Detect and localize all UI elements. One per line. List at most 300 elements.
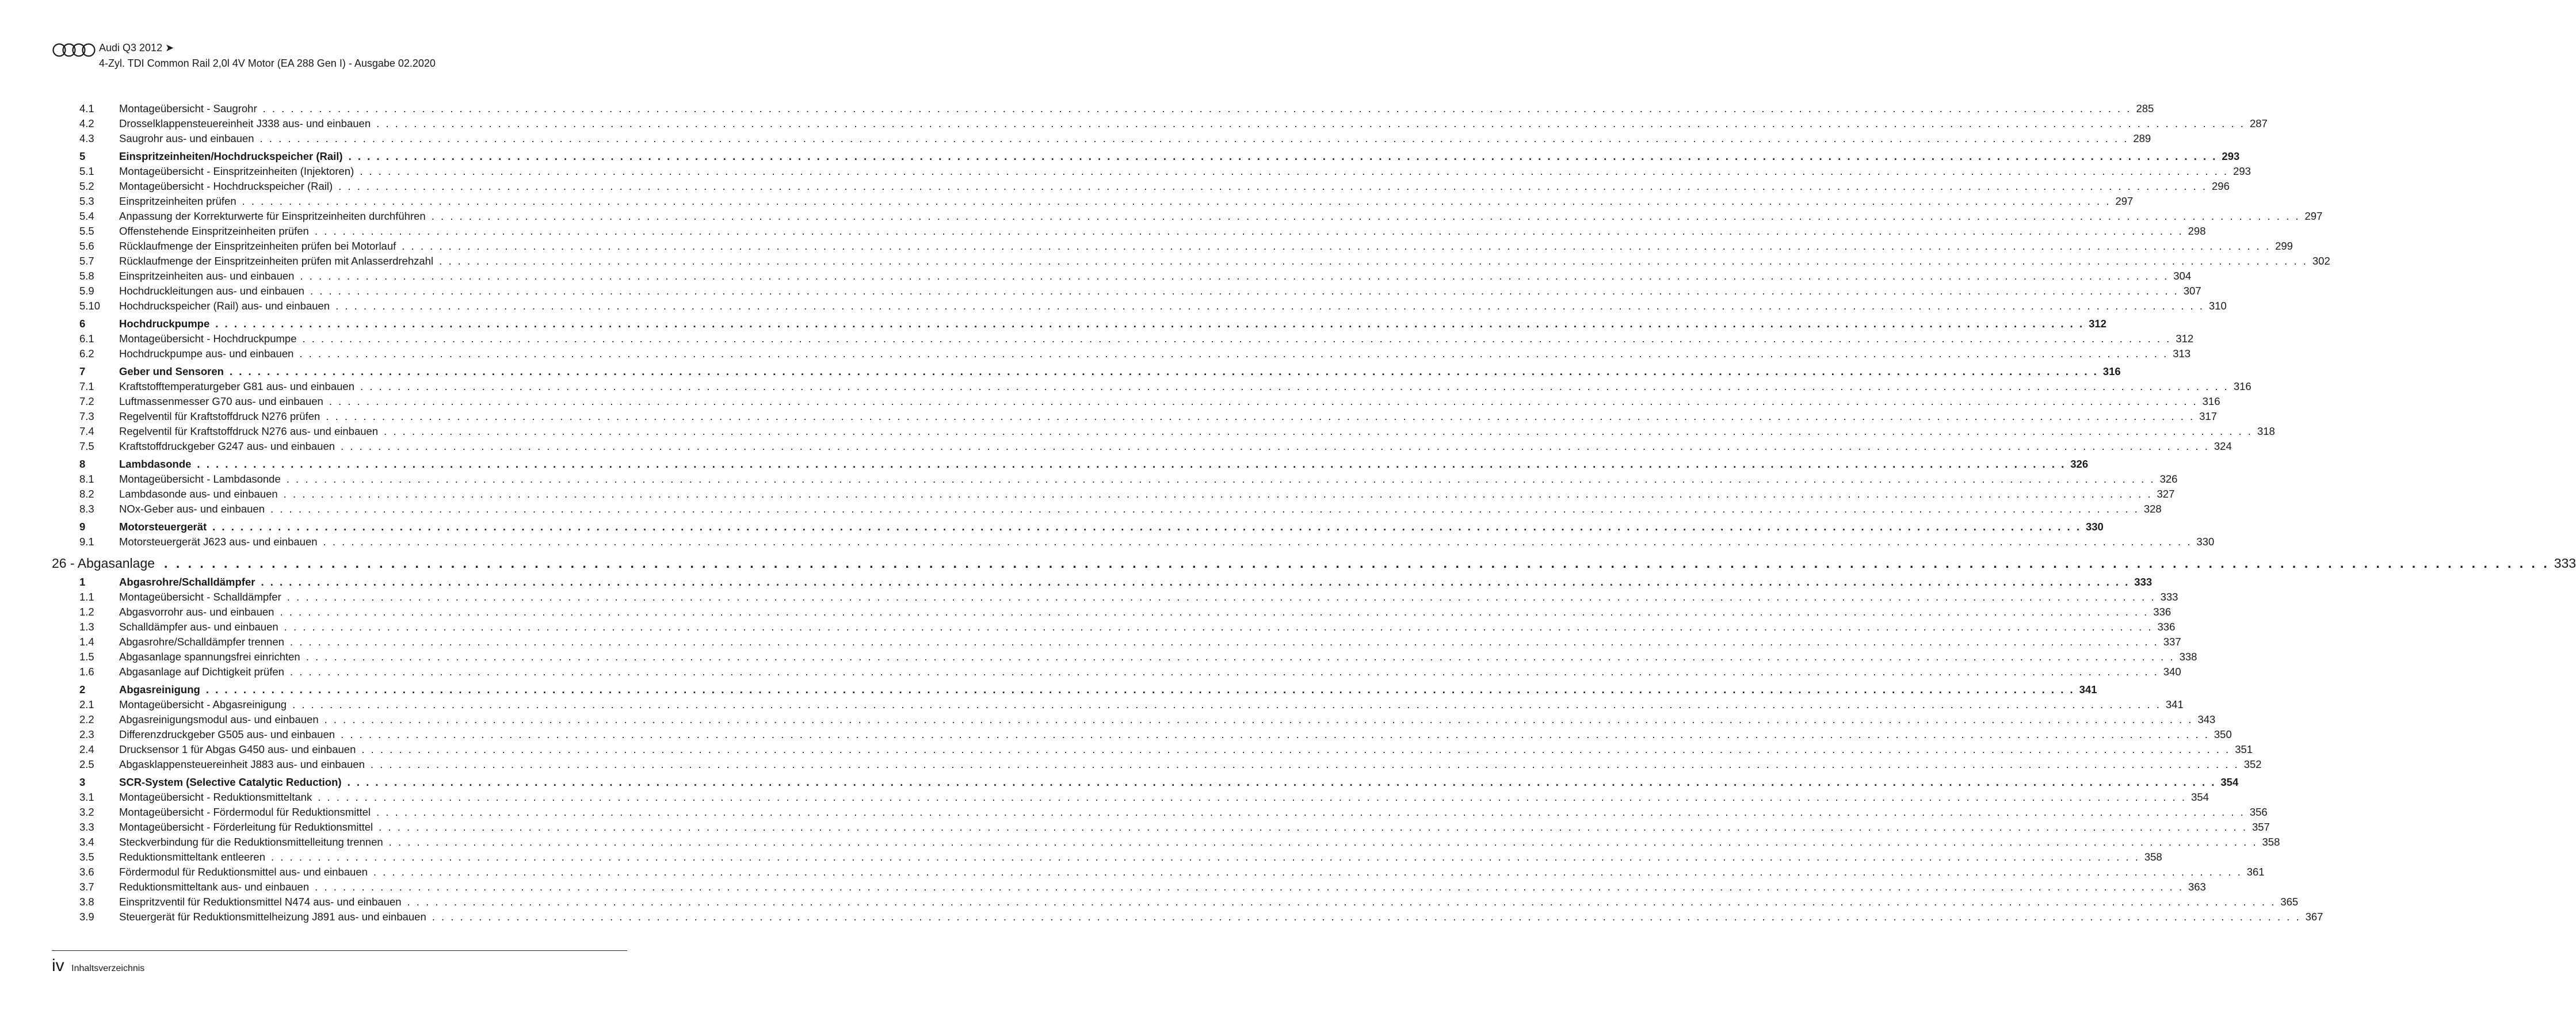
- toc-entry-title: Schalldämpfer aus- und einbauen: [119, 621, 278, 633]
- toc-entry-page: 343: [2197, 713, 2216, 725]
- toc-entry[interactable]: [52, 850, 2162, 865]
- toc-entry[interactable]: [52, 502, 2162, 517]
- toc-entry-line: [119, 379, 2251, 394]
- toc-entry-number: 7.3: [79, 410, 94, 422]
- toc-entry[interactable]: [52, 239, 2293, 254]
- toc-entry-title: Rücklaufmenge der Einspritzeinheiten prüfen mit Anlasserdrehzahl: [119, 255, 434, 267]
- toc-entry-number: 5.7: [79, 255, 94, 267]
- toc-dot-leader: . . . . . . . . . . . . . . . . . . . . . . . . . . . . . . . . . . . . . . . . . . . . . . . . . . . . . . . . . . . . . . . . . . . . . . . . . . . . . . . . . . . . . . . . . . . . . . . . . . . . . . . . . . . . . . . . . . . . . . . . . . . . . . . . . . . . . . . . . . . . . . . . . . . . . . . . . . . . . . . . . . . . . . . . . . . . . . . . . . . . . . . . . . . . . . . . . . . . . . . .: [324, 713, 2193, 725]
- toc-entry[interactable]: [52, 820, 2270, 835]
- toc-entry[interactable]: [52, 269, 2192, 284]
- toc-entry[interactable]: [52, 346, 2191, 361]
- toc-entry-page: 351: [2235, 743, 2253, 755]
- toc-entry-title: Montageübersicht - Fördermodul für Reduktionsmittel: [119, 806, 371, 818]
- toc-entry-title: Rücklaufmenge der Einspritzeinheiten prüfen bei Motorlauf: [119, 240, 396, 252]
- toc-entry-number: 2.2: [79, 713, 94, 725]
- toc-entry-number: 2.5: [79, 758, 94, 770]
- toc-entry[interactable]: [52, 224, 2206, 239]
- toc-entry-line: [119, 757, 2262, 772]
- toc-entry-number: 5.3: [79, 195, 94, 207]
- toc-entry-title: Drucksensor 1 für Abgas G450 aus- und einbauen: [119, 743, 356, 755]
- page-header: [52, 40, 547, 72]
- toc-entry[interactable]: [52, 909, 2323, 924]
- toc-dot-leader: . . . . . . . . . . . . . . . . . . . . . . . . . . . . . . . . . . . . . . . . . . . . . . . . . . . . . . . . . . . . . . . . . . . . . . . . . . . . . . . . . . . . . . . . . . . . . . . . . . . . . . . . . . . . . . . . . . . . . . . . . . . . . . . . . . . . . . . . . . . . . . . . . . . . . . . . . . . . . . . . . . . . . . . . . . . . . . . . . . . . . . . . . . . . . . . . . . . . . . . .: [326, 410, 2195, 422]
- toc-entry-line: [119, 697, 2184, 712]
- toc-entry[interactable]: [52, 179, 2230, 194]
- toc-entry-line: [119, 254, 2330, 269]
- toc-entry-page: 285: [2136, 102, 2154, 114]
- toc-entry-number: 4.1: [79, 102, 94, 114]
- toc-entry-page: 327: [2157, 488, 2175, 500]
- toc-entry-page: 352: [2243, 758, 2262, 770]
- toc-entry[interactable]: [52, 664, 2181, 679]
- toc-entry[interactable]: [52, 727, 2232, 742]
- toc-entry-number: 2.4: [79, 743, 94, 755]
- toc-dot-leader: . . . . . . . . . . . . . . . . . . . . . . . . . . . . . . . . . . . . . . . . . . . . . . . . . . . . . . . . . . . . . . . . . . . . . . . . . . . . . . . . . . . . . . . . . . . . . . . . . . . . . . . . . . . . . . . . . . . . . . . . . . . . . . . . . . . . . . . . . . . . . . . . . . . . . . . . . . . . . . . . . . . . . . . . . . . . . . . . . . . . . . . . . . . . . . . . . . . . . . . .: [270, 503, 2139, 515]
- toc-entry-number: 3.1: [79, 791, 94, 803]
- toc-dot-leader: . . . . . . . . . . . . . . . . . . . . . . . . . . . . . . . . . . . . . . . . . . . . . . . . . . . . . . . . . . . . . . . . . . . . . . . . . . . . . . . . . . . . . . . . . . . . . . . . . . . . . . . . . . . . . . . . . . . . . . . . . . . . . . . . . . . . . . . . . . . . . . . . . . . . . . . . . . . . . . . . . . . . . . . . . . . . . . . . . . . . . . . . . . . . . . . . . . . . . . . .: [407, 896, 2276, 908]
- toc-entry-number: 1: [79, 576, 86, 588]
- toc-entry-number: 1.2: [79, 606, 94, 618]
- toc-entry[interactable]: [52, 131, 2151, 146]
- toc-entry[interactable]: [52, 712, 2216, 727]
- audi-rings-logo: [52, 43, 98, 58]
- toc-entry-title: Abgasklappensteuereinheit J883 aus- und einbauen: [119, 758, 365, 770]
- toc-entry-title: Montageübersicht - Reduktionsmitteltank: [119, 791, 312, 803]
- toc-dot-leader: . . . . . . . . . . . . . . . . . . . . . . . . . . . . . . . . . . . . . . . . . . . . . . . . . . . . . . . . . . . . . . . . . . . . . . . . . . . . . . . . . . . . . . . . . . . . . . . . . . . . . . . . . . . . . . . . . . . . . . . . . . . . . . . . . . . . . . . . . . . . . . . . . . . . . . . . . . . . . . . . . . . . . . . . . . . . . . . . . . . . . . . . . . . . . . . . . . . . . . . .: [229, 365, 2098, 377]
- toc-entry-line: [119, 239, 2293, 254]
- toc-entry-page: 338: [2179, 651, 2197, 663]
- toc-entry-number: 5.9: [79, 285, 94, 297]
- toc-dot-leader: . . . . . . . . . . . . . . . . . . . . . . . . . . . . . . . . . . . . . . . . . . . . . . . . . . . . . . . . . . . . . . . . . . . . . . . . . . . . . . . . . . . . . . . . . . . . . . . . . . . . . . . . . . . . . . . . . . . . . . . . . . . . . . . . . . . . . . . . . . . . . . . . . . . . . . . . . . . . . . . . . . . . . . . . . . . . . . . . . . . . . . . . . . . . . . . . . . . . . . . .: [376, 806, 2245, 818]
- toc-entry[interactable]: [52, 487, 2175, 502]
- toc-entry-line: [119, 472, 2178, 487]
- toc-entry-number: 3.5: [79, 851, 94, 863]
- toc-entry[interactable]: [52, 379, 2251, 394]
- header-brand: Audi Q3 2012 ➤: [99, 42, 174, 53]
- toc-entry-page: 354: [2191, 791, 2209, 803]
- toc-entry-page: 336: [2153, 606, 2172, 618]
- toc-dot-leader: . . . . . . . . . . . . . . . . . . . . . . . . . . . . . . . . . . . . . . . . . . . . . . . . . . . . . . . . . . . . . . . . . . . . . . . . . . . . . . . . . . . . . . . . . . . . . . . . . . . . . . . . . . . . . . . . . . . . . . . . . . . . . . . . . . . . . . . . . . . . . . . . . . . . . . . . . . . . . . . . . . . . . . . . . . . . . . . . . . . . . . . . . . . . . . . . . . . . . . . .: [292, 698, 2161, 710]
- toc-entry-number: 7.4: [79, 425, 94, 437]
- toc-entry-page: 336: [2157, 621, 2176, 633]
- toc-dot-leader: . . . . . . . . . . . . . . . . . . . . . . . . . . . . . . . . . . . . . . . . . . . . . . . . . . . . . . . . . . . . . . . . . . . . . . . . . . . . . . . . . . . . . . . . . . . . . . . . . . . . . . . . . . . . . . . . . . . . . . . . . . . . . . . . . . . . . . . . . . . . . . . . . . . . . . . . . . . . . . . . . . . . . . . . . . . . . . . . . . . . . . . . . . . . . . . . . . . . . . . .: [431, 210, 2300, 222]
- toc-entry-number: 3.3: [79, 821, 94, 833]
- toc-entry-number: 7.2: [79, 395, 94, 407]
- toc-entry-title: Einspritzeinheiten/Hochdruckspeicher (Rail): [119, 150, 343, 162]
- toc-entry-line: [119, 131, 2151, 146]
- toc-entry-page: 326: [2070, 458, 2089, 470]
- toc-entry-page: 287: [2249, 117, 2268, 129]
- toc-entry-number: 5.4: [79, 210, 94, 222]
- toc-entry-title: Abgasanlage auf Dichtigkeit prüfen: [119, 666, 284, 678]
- toc-entry-line: [119, 865, 2265, 880]
- toc-dot-leader: . . . . . . . . . . . . . . . . . . . . . . . . . . . . . . . . . . . . . . . . . . . . . . . . . . . . . . . . . . . . . . . . . . . . . . . . . . . . . . . . . . . . . . . . . . . . . . . . . . . . . . . . . . . . . . . . . . . . . . . . . . . . . . . . . . . . . . . . . . . . . . . . . . . . . . . . . . . . . . . . . . . . . . . . . . . . . . . . . . . . . . . . . . . . . . . . . . . . . . . .: [347, 776, 2216, 788]
- toc-entry-number: 1.5: [79, 651, 94, 663]
- toc-entry[interactable]: [52, 116, 2268, 131]
- toc-dot-leader: . . . . . . . . . . . . . . . . . . . . . . . . . . . . . . . . . . . . . . . . . . . . . . . . . . . . . . . . . . . . . . . . . . . . . . . . . . . . . . . . . . . . . . . . . . . . . . . . . . . . . . . . . . . . . . . . . . . . . . . . . . . . . . . . . . . . . . . . . . . . . . . . . . . . . . . . . . . . . . . . . . . . . . . . . . . . . . . . . . . . . . . . . . . . . . . . . . . . . . . .: [348, 150, 2218, 162]
- toc-entry-line: [119, 605, 2172, 620]
- toc-dot-leader: . . . . . . . . . . . . . . . . . . . . . . . . . . . . . . . . . . . . . . . . . . . . . . . . . . . . . . . . . . . . . . . . . . . . . . . . . . . . . . . . . . . . . . . . . . . . . . . . . . . . . . . . . . . . . . . . . . . . . . . . . . . . . . . . . . . . . . . . . . . . . . . . . . . . . . . . . . . . . . . . . . . . . . . . . . . . . . . . . . . . . . . . . . . . . . . . . . . . . . . .: [318, 791, 2187, 803]
- toc-entry[interactable]: [52, 101, 2154, 116]
- toc-dot-leader: . . . . . . . . . . . . . . . . . . . . . . . . . . . . . . . . . . . . . . . . . . . . . . . . . . . . . . . . . . . . . . . . . . . . . . . . . . . . . . . . . . . . . . . . . . . . . . . . . . . . . . . . . . . . . . . . . . . . . . . . . . . . . . . . . . . . . . . . . . . . . . . . . . . . . . . . . . . . . . . . . . . . . . . . . . . . . . . . . . . . . . . . . . . . . . . . . . . . . . . .: [212, 521, 2081, 533]
- toc-entry[interactable]: [52, 649, 2197, 664]
- toc-entry-page: 357: [2251, 821, 2270, 833]
- toc-entry-number: 3.8: [79, 896, 94, 908]
- toc-entry-number: 1.1: [79, 591, 94, 603]
- toc-entry-line: [119, 164, 2251, 179]
- toc-entry-page: 293: [2233, 165, 2251, 177]
- toc-entry-number: 2.1: [79, 698, 94, 710]
- toc-dot-leader: . . . . . . . . . . . . . . . . . . . . . . . . . . . . . . . . . . . . . . . . . . . . . . . . . . . . . . . . . . . . . . . . . . . . . . . . . . . . . . . . . . . . . . . . . . . . . . . . . . . . . . . . . . . . . . . . . . . . . . . . . . . . . . . . . . . . . . . . . . . . . . . . . . . . . . . . . . . . . . . . . . . . . . . . . . . . . . . . . . . . . . . . . . . . . . . . . . . . . . . .: [360, 380, 2229, 392]
- toc-section[interactable]: [52, 682, 2097, 697]
- toc-entry-number: 8.3: [79, 503, 94, 515]
- toc-entry-title: Montageübersicht - Hochdruckspeicher (Rail): [119, 180, 333, 192]
- header-subtitle: 4-Zyl. TDI Common Rail 2,0l 4V Motor (EA 288 Gen I) - Ausgabe 02.2020: [99, 58, 436, 69]
- toc-chapter[interactable]: [52, 555, 2576, 572]
- toc-dot-leader: . . . . . . . . . . . . . . . . . . . . . . . . . . . . . . . . . . . . . . . . . . . . . . . . . . . . . . . . . . . . . . . . . . . . . . . . . . . . . . . . . . . . . . . . . . . . . . . . . . . . . . . . . . . . . . . . . . . . . . . . . . . . . . . . . . . . . . . . . . . . . . . . . . . . . . . . . . . . . . . . . . . . . . . . . . . . . . . . . . . . . . . . . . . . . . . . . . . . . . . .: [370, 758, 2239, 770]
- toc-entry-number: 1.3: [79, 621, 94, 633]
- toc-dot-leader: . . . . . . . . . . . . . . . . . . . . . . . . . . . . . . . . . . . . . . . . . . . . . . . . . . . . . . . . . . . . . . . . . . . . . . . . . . . . . . . . . . . . . . . . . . . . . . . . . . . . . . . . . . . . . . . . . . . . . . . . . . . . . . . . . . . . . . . . . . . . . . . . . . . . . . . . . . . . . . . . . . . . . . . . . . . . . . . . . . . . . . . . . . . . . . . . . . . . . . . .: [205, 683, 2075, 695]
- toc-entry-page: 318: [2257, 425, 2275, 437]
- toc-entry-line: [119, 487, 2175, 502]
- toc-entry-page: 333: [2554, 556, 2576, 571]
- toc-entry-page: 302: [2312, 255, 2330, 267]
- toc-dot-leader: . . . . . . . . . . . . . . . . . . . . . . . . . . . . . . . . . . . . . . . . . . . . . . . . . . . . . . . . . . . . . . . . . . . . . . . . . . . . . . . . . . . . . . . . . . . . . . . . . . . . . . . . . . . . . . . . . . . . . . . . . . . . . . . . . . . . . . . . . . . . . . . . . . . . . . . . . . . . . . . . . . . . . . . . . . . . . . . . . . . . . . . . . . . . . . . . . . . . . . . .: [323, 536, 2192, 548]
- toc-entry-number: 5.6: [79, 240, 94, 252]
- toc-entry-page: 293: [2222, 150, 2240, 162]
- footer-page-number: iv: [52, 956, 64, 975]
- toc-entry[interactable]: [52, 805, 2268, 820]
- toc-entry-line: [119, 409, 2217, 424]
- toc-entry-line: [119, 394, 2220, 409]
- toc-entry-number: 8.2: [79, 488, 94, 500]
- toc-entry-page: 340: [2163, 666, 2181, 678]
- toc-entry-number: 5: [79, 150, 86, 162]
- toc-dot-leader: . . . . . . . . . . . . . . . . . . . . . . . . . . . . . . . . . . . . . . . . . . . . . . . . . . . . . . . . . . . . . . . . . . . . . . . . . . . . . . . . . . . . . . . . . . . . . . . . . . . . . . . . . . . . . . . . . . . . . . . . . . . . . . . . . . . . . . . . . . . . . . . . . . . . . . . . . . . . . . . . . . . . . . . . . . . . . . . . . . . . . . . . . . . . . . . . . . . . . . . .: [432, 911, 2301, 923]
- toc-entry-line: [119, 331, 2194, 346]
- toc-dot-leader: . . . . . . . . . . . . . . . . . . . . . . . . . . . . . . . . . . . . . . . . . . . . . . . . . . . . . . . . . . . . . . . . . . . . . . . . . . . . . . . . . . . . . . . . . . . . . . . . . . . . . . . . . . . . . . . . . . . . . . . . . . . . . . . . . . . . . . . . . . . . . . . . . . . . . . . . . . . . . . . . . . . . . . . . . . . . . . . . . . . . . . . . . . . . . . . . . . . . . . . .: [341, 728, 2209, 740]
- toc-entry-page: 367: [2305, 911, 2323, 923]
- toc-entry-title: Abgasrohre/Schalldämpfer: [119, 576, 255, 588]
- toc-entry[interactable]: [52, 394, 2220, 409]
- toc-entry-line: [119, 805, 2268, 820]
- toc-entry-line: [119, 519, 2104, 534]
- toc-entry-title: Montageübersicht - Lambdasonde: [119, 473, 281, 485]
- toc-entry-number: 7: [79, 365, 86, 377]
- toc-entry-page: 304: [2173, 270, 2192, 282]
- toc-dot-leader: . . . . . . . . . . . . . . . . . . . . . . . . . . . . . . . . . . . . . . . . . . . . . . . . . . . . . . . . . . . . . . . . . . . . . . . . . . . . . . . . . . . . . . . . . . . . . . . . . . . . . . . . . . . . . . . . . . . . . . . . . . . . . . . . . . . . . . . . . . . . . . . . . . . . . . . . . . . . . . . . . . . . . . . . . . . . . . . . . . . . . . . . . . . . . . . . . . . . . . . .: [299, 347, 2169, 360]
- toc-entry-page: 316: [2102, 365, 2121, 377]
- toc-section[interactable]: [52, 364, 2121, 379]
- toc-entry-title: Einspritzeinheiten prüfen: [119, 195, 236, 207]
- toc-section[interactable]: [52, 775, 2239, 790]
- toc-section[interactable]: [52, 457, 2089, 472]
- toc-dot-leader: . . . . . . . . . . . . . . . . . . . . . . . . . . . . . . . . . . . . . . . . . . . . . . . . . . . . . . . . . . . . . . . . . . . . . . . . . . . . . . . . . . . . . . . . . . . . . . . . . . . . . . . . . . . . . . . . . . . . . . . . . . . . . . . . . . . . . . . . . . . . . . . . . . . . . . . . . . . . . . . . . . . . . . . . . . . . . . . . . . . . . . . . . . . . . . . . . . . . . . . .: [338, 180, 2208, 192]
- toc-entry-line: [119, 116, 2268, 131]
- toc-entry-title: Montageübersicht - Hochdruckpumpe: [119, 332, 297, 345]
- toc-entry-title: Differenzdruckgeber G505 aus- und einbauen: [119, 728, 335, 740]
- toc-entry-title: Anpassung der Korrekturwerte für Einspritzeinheiten durchführen: [119, 210, 426, 222]
- toc-dot-leader: . . . . . . . . . . . . . . . . . . . . . . . . . . . . . . . . . . . . . . . . . . . . . . . . . . . . . . . . . . . . . . . . . . . . . . . . . . . . . . . . . . . . . . . . . . . . . . . . . . . . . . . . . . . . . . . . . . . . . . . . . . . . . . . . . . . . . . . . . . . . . . . . . . . . . . . . . . . . . . . . . . . . . . . . . . . . . . . . . . . . . . . . . . . . . . . . . . . . . . . .: [315, 881, 2184, 893]
- toc-entry-line: [119, 299, 2227, 314]
- toc-entry[interactable]: [52, 209, 2323, 224]
- toc-entry-number: 4.3: [79, 132, 94, 144]
- toc-entry-page: 299: [2275, 240, 2293, 252]
- toc-entry-title: Motorsteuergerät: [119, 521, 207, 533]
- toc-dot-leader: . . . . . . . . . . . . . . . . . . . . . . . . . . . . . . . . . . . . . . . . . . . . . . . . . . . . . . . . . . . . . . . . . . . . . . . . . . . . . . . . . . . . . . . . . . . . . . . . . . . . . . . . . . . . . . . . . . . . . . . . . . . . . . . . . . . . . . . . . . . . . . . . . . . . . . . . . . . . . . . . . . . . . . . . . . . . . . . . . . . . . . . . . . . . . . . . . . . . . . . .: [164, 556, 2550, 571]
- toc-entry-title: NOx-Geber aus- und einbauen: [119, 503, 265, 515]
- toc-entry-title: Abgasreinigungsmodul aus- und einbauen: [119, 713, 319, 725]
- toc-entry-number: 8: [79, 458, 86, 470]
- toc-entry-page: 324: [2214, 440, 2232, 452]
- toc-entry-page: 361: [2246, 866, 2265, 878]
- toc-entry[interactable]: [52, 472, 2178, 487]
- toc-entry-title: Luftmassenmesser G70 aus- und einbauen: [119, 395, 323, 407]
- toc-dot-leader: . . . . . . . . . . . . . . . . . . . . . . . . . . . . . . . . . . . . . . . . . . . . . . . . . . . . . . . . . . . . . . . . . . . . . . . . . . . . . . . . . . . . . . . . . . . . . . . . . . . . . . . . . . . . . . . . . . . . . . . . . . . . . . . . . . . . . . . . . . . . . . . . . . . . . . . . . . . . . . . . . . . . . . . . . . . . . . . . . . . . . . . . . . . . . . . . . . . . . . . .: [388, 836, 2258, 848]
- toc-dot-leader: . . . . . . . . . . . . . . . . . . . . . . . . . . . . . . . . . . . . . . . . . . . . . . . . . . . . . . . . . . . . . . . . . . . . . . . . . . . . . . . . . . . . . . . . . . . . . . . . . . . . . . . . . . . . . . . . . . . . . . . . . . . . . . . . . . . . . . . . . . . . . . . . . . . . . . . . . . . . . . . . . . . . . . . . . . . . . . . . . . . . . . . . . . . . . . . . . . . . . . . .: [262, 102, 2132, 114]
- toc-entry-number: 3.6: [79, 866, 94, 878]
- toc-entry-line: [119, 895, 2299, 909]
- toc-dot-leader: . . . . . . . . . . . . . . . . . . . . . . . . . . . . . . . . . . . . . . . . . . . . . . . . . . . . . . . . . . . . . . . . . . . . . . . . . . . . . . . . . . . . . . . . . . . . . . . . . . . . . . . . . . . . . . . . . . . . . . . . . . . . . . . . . . . . . . . . . . . . . . . . . . . . . . . . . . . . . . . . . . . . . . . . . . . . . . . . . . . . . . . . . . . . . . . . . . . . . . . .: [373, 866, 2242, 878]
- toc-entry-page: 298: [2188, 225, 2206, 237]
- toc-entry-page: 358: [2144, 851, 2162, 863]
- toc-entry[interactable]: [52, 331, 2194, 346]
- toc-entry-title: Lambdasonde aus- und einbauen: [119, 488, 278, 500]
- toc-entry-number: 3.9: [79, 911, 94, 923]
- toc-entry-line: [119, 534, 2215, 549]
- toc-dot-leader: . . . . . . . . . . . . . . . . . . . . . . . . . . . . . . . . . . . . . . . . . . . . . . . . . . . . . . . . . . . . . . . . . . . . . . . . . . . . . . . . . . . . . . . . . . . . . . . . . . . . . . . . . . . . . . . . . . . . . . . . . . . . . . . . . . . . . . . . . . . . . . . . . . . . . . . . . . . . . . . . . . . . . . . . . . . . . . . . . . . . . . . . . . . . . . . . . . . . . . . .: [439, 255, 2308, 267]
- toc-entry-line: [119, 424, 2275, 439]
- toc-entry-title: SCR-System (Selective Catalytic Reduction): [119, 776, 342, 788]
- toc-entry-title: Einspritzventil für Reduktionsmittel N474 aus- und einbauen: [119, 896, 402, 908]
- toc-dot-leader: . . . . . . . . . . . . . . . . . . . . . . . . . . . . . . . . . . . . . . . . . . . . . . . . . . . . . . . . . . . . . . . . . . . . . . . . . . . . . . . . . . . . . . . . . . . . . . . . . . . . . . . . . . . . . . . . . . . . . . . . . . . . . . . . . . . . . . . . . . . . . . . . . . . . . . . . . . . . . . . . . . . . . . . . . . . . . . . . . . . . . . . . . . . . . . . . . . . . . . . .: [289, 636, 2159, 648]
- toc-entry-page: 328: [2143, 503, 2162, 515]
- toc-entry-number: 3.4: [79, 836, 94, 848]
- toc-entry-title: Kraftstoffdruckgeber G247 aus- und einbauen: [119, 440, 335, 452]
- toc-entry[interactable]: [52, 299, 2227, 314]
- toc-entry-line: [119, 635, 2181, 649]
- toc-entry-title: Kraftstofftemperaturgeber G81 aus- und einbauen: [119, 380, 354, 392]
- toc-entry-line: [119, 712, 2216, 727]
- toc-entry-page: 330: [2196, 536, 2215, 548]
- toc-entry-title: Hochdruckspeicher (Rail) aus- und einbauen: [119, 300, 330, 312]
- toc-entry-number: 4.2: [79, 117, 94, 129]
- toc-entry-title: Abgasanlage spannungsfrei einrichten: [119, 651, 300, 663]
- toc-entry-title: Lambdasonde: [119, 458, 192, 470]
- toc-entry-title: Drosselklappensteuereinheit J338 aus- und einbauen: [119, 117, 371, 129]
- toc-entry-title: 26 - Abgasanlage: [52, 556, 155, 571]
- toc-entry[interactable]: [52, 194, 2134, 209]
- toc-dot-leader: . . . . . . . . . . . . . . . . . . . . . . . . . . . . . . . . . . . . . . . . . . . . . . . . . . . . . . . . . . . . . . . . . . . . . . . . . . . . . . . . . . . . . . . . . . . . . . . . . . . . . . . . . . . . . . . . . . . . . . . . . . . . . . . . . . . . . . . . . . . . . . . . . . . . . . . . . . . . . . . . . . . . . . . . . . . . . . . . . . . . . . . . . . . . . . . . . . . . . . . .: [242, 195, 2111, 207]
- toc-entry-line: [119, 909, 2323, 924]
- toc-dot-leader: . . . . . . . . . . . . . . . . . . . . . . . . . . . . . . . . . . . . . . . . . . . . . . . . . . . . . . . . . . . . . . . . . . . . . . . . . . . . . . . . . . . . . . . . . . . . . . . . . . . . . . . . . . . . . . . . . . . . . . . . . . . . . . . . . . . . . . . . . . . . . . . . . . . . . . . . . . . . . . . . . . . . . . . . . . . . . . . . . . . . . . . . . . . . . . . . . . . . . . . .: [302, 332, 2172, 345]
- toc-dot-leader: . . . . . . . . . . . . . . . . . . . . . . . . . . . . . . . . . . . . . . . . . . . . . . . . . . . . . . . . . . . . . . . . . . . . . . . . . . . . . . . . . . . . . . . . . . . . . . . . . . . . . . . . . . . . . . . . . . . . . . . . . . . . . . . . . . . . . . . . . . . . . . . . . . . . . . . . . . . . . . . . . . . . . . . . . . . . . . . . . . . . . . . . . . . . . . . . . . . . . . . .: [215, 318, 2085, 330]
- toc-entry-number: 5.8: [79, 270, 94, 282]
- toc-entry[interactable]: [52, 409, 2217, 424]
- toc-entry[interactable]: [52, 534, 2215, 549]
- toc-dot-leader: . . . . . . . . . . . . . . . . . . . . . . . . . . . . . . . . . . . . . . . . . . . . . . . . . . . . . . . . . . . . . . . . . . . . . . . . . . . . . . . . . . . . . . . . . . . . . . . . . . . . . . . . . . . . . . . . . . . . . . . . . . . . . . . . . . . . . . . . . . . . . . . . . . . . . . . . . . . . . . . . . . . . . . . . . . . . . . . . . . . . . . . . . . . . . . . . . . . . . . . .: [379, 821, 2247, 833]
- toc-entry-title: Abgasreinigung: [119, 683, 200, 695]
- footer-label: Inhaltsverzeichnis: [71, 964, 145, 973]
- toc-entry-line: [119, 316, 2106, 331]
- toc-entry-page: 296: [2212, 180, 2230, 192]
- toc-entry-number: 5.10: [79, 300, 101, 312]
- toc-entry[interactable]: [52, 757, 2262, 772]
- toc-entry-page: 363: [2188, 881, 2206, 893]
- toc-entry-line: [119, 439, 2232, 454]
- toc-dot-leader: . . . . . . . . . . . . . . . . . . . . . . . . . . . . . . . . . . . . . . . . . . . . . . . . . . . . . . . . . . . . . . . . . . . . . . . . . . . . . . . . . . . . . . . . . . . . . . . . . . . . . . . . . . . . . . . . . . . . . . . . . . . . . . . . . . . . . . . . . . . . . . . . . . . . . . . . . . . . . . . . . . . . . . . . . . . . . . . . . . . . . . . . . . . . . . . . . . . . . . . .: [283, 488, 2153, 500]
- toc-entry-title: Einspritzeinheiten aus- und einbauen: [119, 270, 295, 282]
- toc-entry-line: [119, 880, 2206, 895]
- toc-entry-title: Hochdruckpumpe aus- und einbauen: [119, 347, 294, 360]
- toc-dot-leader: . . . . . . . . . . . . . . . . . . . . . . . . . . . . . . . . . . . . . . . . . . . . . . . . . . . . . . . . . . . . . . . . . . . . . . . . . . . . . . . . . . . . . . . . . . . . . . . . . . . . . . . . . . . . . . . . . . . . . . . . . . . . . . . . . . . . . . . . . . . . . . . . . . . . . . . . . . . . . . . . . . . . . . . . . . . . . . . . . . . . . . . . . . . . . . . . . . . . . . . .: [376, 117, 2245, 129]
- toc-dot-leader: . . . . . . . . . . . . . . . . . . . . . . . . . . . . . . . . . . . . . . . . . . . . . . . . . . . . . . . . . . . . . . . . . . . . . . . . . . . . . . . . . . . . . . . . . . . . . . . . . . . . . . . . . . . . . . . . . . . . . . . . . . . . . . . . . . . . . . . . . . . . . . . . . . . . . . . . . . . . . . . . . . . . . . . . . . . . . . . . . . . . . . . . . . . . . . . . . . . . . . . .: [402, 240, 2271, 252]
- toc-entry-line: [119, 727, 2232, 742]
- toc-entry-title: Regelventil für Kraftstoffdruck N276 aus- und einbauen: [119, 425, 379, 437]
- toc-dot-leader: . . . . . . . . . . . . . . . . . . . . . . . . . . . . . . . . . . . . . . . . . . . . . . . . . . . . . . . . . . . . . . . . . . . . . . . . . . . . . . . . . . . . . . . . . . . . . . . . . . . . . . . . . . . . . . . . . . . . . . . . . . . . . . . . . . . . . . . . . . . . . . . . . . . . . . . . . . . . . . . . . . . . . . . . . . . . . . . . . . . . . . . . . . . . . . . . . . . . . . . .: [284, 621, 2153, 633]
- toc-entry-title: Montageübersicht - Saugrohr: [119, 102, 257, 114]
- toc-entry-line: [119, 664, 2181, 679]
- toc-entry-number: 5.1: [79, 165, 94, 177]
- toc-entry-number: 6: [79, 318, 86, 330]
- toc-entry-title: Fördermodul für Reduktionsmittel aus- und einbauen: [119, 866, 368, 878]
- page-footer: [52, 956, 144, 976]
- toc-entry-number: 3.2: [79, 806, 94, 818]
- toc-entry-line: [119, 209, 2323, 224]
- toc-entry[interactable]: [52, 835, 2280, 850]
- toc-entry-line: [119, 179, 2230, 194]
- toc-entry-line: [119, 590, 2178, 605]
- toc-entry-line: [119, 835, 2280, 850]
- toc-entry[interactable]: [52, 605, 2172, 620]
- toc-entry-page: 341: [2165, 698, 2184, 710]
- toc-entry-title: Montageübersicht - Einspritzeinheiten (Injektoren): [119, 165, 354, 177]
- toc-entry-line: [119, 269, 2192, 284]
- toc-entry[interactable]: [52, 620, 2176, 635]
- toc-entry-page: 333: [2134, 576, 2153, 588]
- toc-entry-page: 356: [2249, 806, 2268, 818]
- toc-entry-number: 6.2: [79, 347, 94, 360]
- toc-entry-page: 312: [2176, 332, 2194, 345]
- table-of-contents: [52, 101, 2576, 924]
- toc-entry[interactable]: [52, 424, 2275, 439]
- toc-section[interactable]: [52, 149, 2240, 164]
- toc-entry-number: 1.4: [79, 636, 94, 648]
- toc-entry-line: [119, 850, 2162, 865]
- toc-dot-leader: . . . . . . . . . . . . . . . . . . . . . . . . . . . . . . . . . . . . . . . . . . . . . . . . . . . . . . . . . . . . . . . . . . . . . . . . . . . . . . . . . . . . . . . . . . . . . . . . . . . . . . . . . . . . . . . . . . . . . . . . . . . . . . . . . . . . . . . . . . . . . . . . . . . . . . . . . . . . . . . . . . . . . . . . . . . . . . . . . . . . . . . . . . . . . . . . . . . . . . . .: [361, 743, 2231, 755]
- toc-entry-line: [119, 457, 2089, 472]
- toc-entry[interactable]: [52, 164, 2251, 179]
- toc-entry[interactable]: [52, 590, 2178, 605]
- toc-entry-title: Hochdruckleitungen aus- und einbauen: [119, 285, 304, 297]
- toc-section[interactable]: [52, 316, 2106, 331]
- toc-entry-page: 365: [2280, 896, 2299, 908]
- toc-dot-leader: . . . . . . . . . . . . . . . . . . . . . . . . . . . . . . . . . . . . . . . . . . . . . . . . . . . . . . . . . . . . . . . . . . . . . . . . . . . . . . . . . . . . . . . . . . . . . . . . . . . . . . . . . . . . . . . . . . . . . . . . . . . . . . . . . . . . . . . . . . . . . . . . . . . . . . . . . . . . . . . . . . . . . . . . . . . . . . . . . . . . . . . . . . . . . . . . . . . . . . . .: [360, 165, 2229, 177]
- toc-entry[interactable]: [52, 635, 2181, 649]
- toc-entry[interactable]: [52, 880, 2206, 895]
- toc-entry[interactable]: [52, 895, 2299, 909]
- toc-entry-line: [119, 649, 2197, 664]
- toc-entry[interactable]: [52, 742, 2253, 757]
- toc-entry-page: 341: [2079, 683, 2097, 695]
- toc-entry-title: Abgasrohre/Schalldämpfer trennen: [119, 636, 284, 648]
- toc-entry-title: Steuergerät für Reduktionsmittelheizung J891 aus- und einbauen: [119, 911, 426, 923]
- toc-entry-number: 9: [79, 521, 86, 533]
- toc-entry-line: [119, 149, 2240, 164]
- toc-entry-page: 358: [2262, 836, 2280, 848]
- toc-entry-line: [52, 555, 2576, 572]
- toc-dot-leader: . . . . . . . . . . . . . . . . . . . . . . . . . . . . . . . . . . . . . . . . . . . . . . . . . . . . . . . . . . . . . . . . . . . . . . . . . . . . . . . . . . . . . . . . . . . . . . . . . . . . . . . . . . . . . . . . . . . . . . . . . . . . . . . . . . . . . . . . . . . . . . . . . . . . . . . . . . . . . . . . . . . . . . . . . . . . . . . . . . . . . . . . . . . . . . . . . . . . . . . .: [341, 440, 2209, 452]
- toc-entry[interactable]: [52, 790, 2209, 805]
- toc-entry-number: 2.3: [79, 728, 94, 740]
- toc-section[interactable]: [52, 575, 2153, 590]
- toc-entry-title: Abgasvorrohr aus- und einbauen: [119, 606, 274, 618]
- toc-dot-leader: . . . . . . . . . . . . . . . . . . . . . . . . . . . . . . . . . . . . . . . . . . . . . . . . . . . . . . . . . . . . . . . . . . . . . . . . . . . . . . . . . . . . . . . . . . . . . . . . . . . . . . . . . . . . . . . . . . . . . . . . . . . . . . . . . . . . . . . . . . . . . . . . . . . . . . . . . . . . . . . . . . . . . . . . . . . . . . . . . . . . . . . . . . . . . . . . . . . . . . . .: [314, 225, 2184, 237]
- toc-entry[interactable]: [52, 697, 2184, 712]
- toc-entry-page: 297: [2304, 210, 2323, 222]
- toc-entry-page: 316: [2202, 395, 2220, 407]
- toc-entry-number: 9.1: [79, 536, 94, 548]
- toc-entry[interactable]: [52, 284, 2201, 299]
- toc-entry[interactable]: [52, 865, 2265, 880]
- toc-entry-line: [119, 194, 2134, 209]
- toc-entry[interactable]: [52, 254, 2330, 269]
- toc-entry-line: [119, 775, 2239, 790]
- toc-entry-title: Montageübersicht - Schalldämpfer: [119, 591, 281, 603]
- toc-dot-leader: . . . . . . . . . . . . . . . . . . . . . . . . . . . . . . . . . . . . . . . . . . . . . . . . . . . . . . . . . . . . . . . . . . . . . . . . . . . . . . . . . . . . . . . . . . . . . . . . . . . . . . . . . . . . . . . . . . . . . . . . . . . . . . . . . . . . . . . . . . . . . . . . . . . . . . . . . . . . . . . . . . . . . . . . . . . . . . . . . . . . . . . . . . . . . . . . . . . . . . . .: [286, 473, 2155, 485]
- toc-entry-line: [119, 575, 2153, 590]
- toc-entry-title: Montageübersicht - Förderleitung für Reduktionsmittel: [119, 821, 373, 833]
- toc-entry-line: [119, 346, 2191, 361]
- toc-entry-number: 5.5: [79, 225, 94, 237]
- toc-entry-page: 337: [2163, 636, 2181, 648]
- toc-entry-title: Reduktionsmitteltank aus- und einbauen: [119, 881, 310, 893]
- toc-entry-title: Motorsteuergerät J623 aus- und einbauen: [119, 536, 318, 548]
- toc-dot-leader: . . . . . . . . . . . . . . . . . . . . . . . . . . . . . . . . . . . . . . . . . . . . . . . . . . . . . . . . . . . . . . . . . . . . . . . . . . . . . . . . . . . . . . . . . . . . . . . . . . . . . . . . . . . . . . . . . . . . . . . . . . . . . . . . . . . . . . . . . . . . . . . . . . . . . . . . . . . . . . . . . . . . . . . . . . . . . . . . . . . . . . . . . . . . . . . . . . . . . . . .: [261, 576, 2130, 588]
- toc-dot-leader: . . . . . . . . . . . . . . . . . . . . . . . . . . . . . . . . . . . . . . . . . . . . . . . . . . . . . . . . . . . . . . . . . . . . . . . . . . . . . . . . . . . . . . . . . . . . . . . . . . . . . . . . . . . . . . . . . . . . . . . . . . . . . . . . . . . . . . . . . . . . . . . . . . . . . . . . . . . . . . . . . . . . . . . . . . . . . . . . . . . . . . . . . . . . . . . . . . . . . . . .: [300, 270, 2169, 282]
- toc-entry-page: 330: [2085, 521, 2104, 533]
- toc-dot-leader: . . . . . . . . . . . . . . . . . . . . . . . . . . . . . . . . . . . . . . . . . . . . . . . . . . . . . . . . . . . . . . . . . . . . . . . . . . . . . . . . . . . . . . . . . . . . . . . . . . . . . . . . . . . . . . . . . . . . . . . . . . . . . . . . . . . . . . . . . . . . . . . . . . . . . . . . . . . . . . . . . . . . . . . . . . . . . . . . . . . . . . . . . . . . . . . . . . . . . . . .: [310, 285, 2179, 297]
- toc-entry-title: Saugrohr aus- und einbauen: [119, 132, 254, 144]
- toc-entry-page: 316: [2233, 380, 2251, 392]
- toc-entry-page: 297: [2115, 195, 2134, 207]
- toc-entry-number: 5.2: [79, 180, 94, 192]
- toc-entry-title: Geber und Sensoren: [119, 365, 224, 377]
- toc-dot-leader: . . . . . . . . . . . . . . . . . . . . . . . . . . . . . . . . . . . . . . . . . . . . . . . . . . . . . . . . . . . . . . . . . . . . . . . . . . . . . . . . . . . . . . . . . . . . . . . . . . . . . . . . . . . . . . . . . . . . . . . . . . . . . . . . . . . . . . . . . . . . . . . . . . . . . . . . . . . . . . . . . . . . . . . . . . . . . . . . . . . . . . . . . . . . . . . . . . . . . . . .: [329, 395, 2198, 407]
- toc-entry-title: Reduktionsmitteltank entleeren: [119, 851, 266, 863]
- toc-entry-title: Hochdruckpumpe: [119, 318, 210, 330]
- toc-dot-leader: . . . . . . . . . . . . . . . . . . . . . . . . . . . . . . . . . . . . . . . . . . . . . . . . . . . . . . . . . . . . . . . . . . . . . . . . . . . . . . . . . . . . . . . . . . . . . . . . . . . . . . . . . . . . . . . . . . . . . . . . . . . . . . . . . . . . . . . . . . . . . . . . . . . . . . . . . . . . . . . . . . . . . . . . . . . . . . . . . . . . . . . . . . . . . . . . . . . . . . . .: [197, 458, 2066, 470]
- toc-entry-line: [119, 364, 2121, 379]
- toc-entry-page: 354: [2220, 776, 2239, 788]
- toc-dot-leader: . . . . . . . . . . . . . . . . . . . . . . . . . . . . . . . . . . . . . . . . . . . . . . . . . . . . . . . . . . . . . . . . . . . . . . . . . . . . . . . . . . . . . . . . . . . . . . . . . . . . . . . . . . . . . . . . . . . . . . . . . . . . . . . . . . . . . . . . . . . . . . . . . . . . . . . . . . . . . . . . . . . . . . . . . . . . . . . . . . . . . . . . . . . . . . . . . . . . . . . .: [259, 132, 2129, 144]
- toc-entry-number: 3.7: [79, 881, 94, 893]
- toc-section[interactable]: [52, 519, 2104, 534]
- toc-entry-page: 310: [2208, 300, 2227, 312]
- toc-entry-page: 307: [2183, 285, 2201, 297]
- toc-entry-page: 317: [2199, 410, 2217, 422]
- toc-entry-title: Regelventil für Kraftstoffdruck N276 prüfen: [119, 410, 320, 422]
- toc-entry[interactable]: [52, 439, 2232, 454]
- toc-entry-page: 350: [2214, 728, 2232, 740]
- toc-entry-line: [119, 502, 2162, 517]
- toc-entry-page: 313: [2173, 347, 2191, 360]
- toc-dot-leader: . . . . . . . . . . . . . . . . . . . . . . . . . . . . . . . . . . . . . . . . . . . . . . . . . . . . . . . . . . . . . . . . . . . . . . . . . . . . . . . . . . . . . . . . . . . . . . . . . . . . . . . . . . . . . . . . . . . . . . . . . . . . . . . . . . . . . . . . . . . . . . . . . . . . . . . . . . . . . . . . . . . . . . . . . . . . . . . . . . . . . . . . . . . . . . . . . . . . . . . .: [287, 591, 2156, 603]
- toc-entry-number: 1.6: [79, 666, 94, 678]
- toc-entry-number: 8.1: [79, 473, 94, 485]
- toc-entry-page: 333: [2160, 591, 2178, 603]
